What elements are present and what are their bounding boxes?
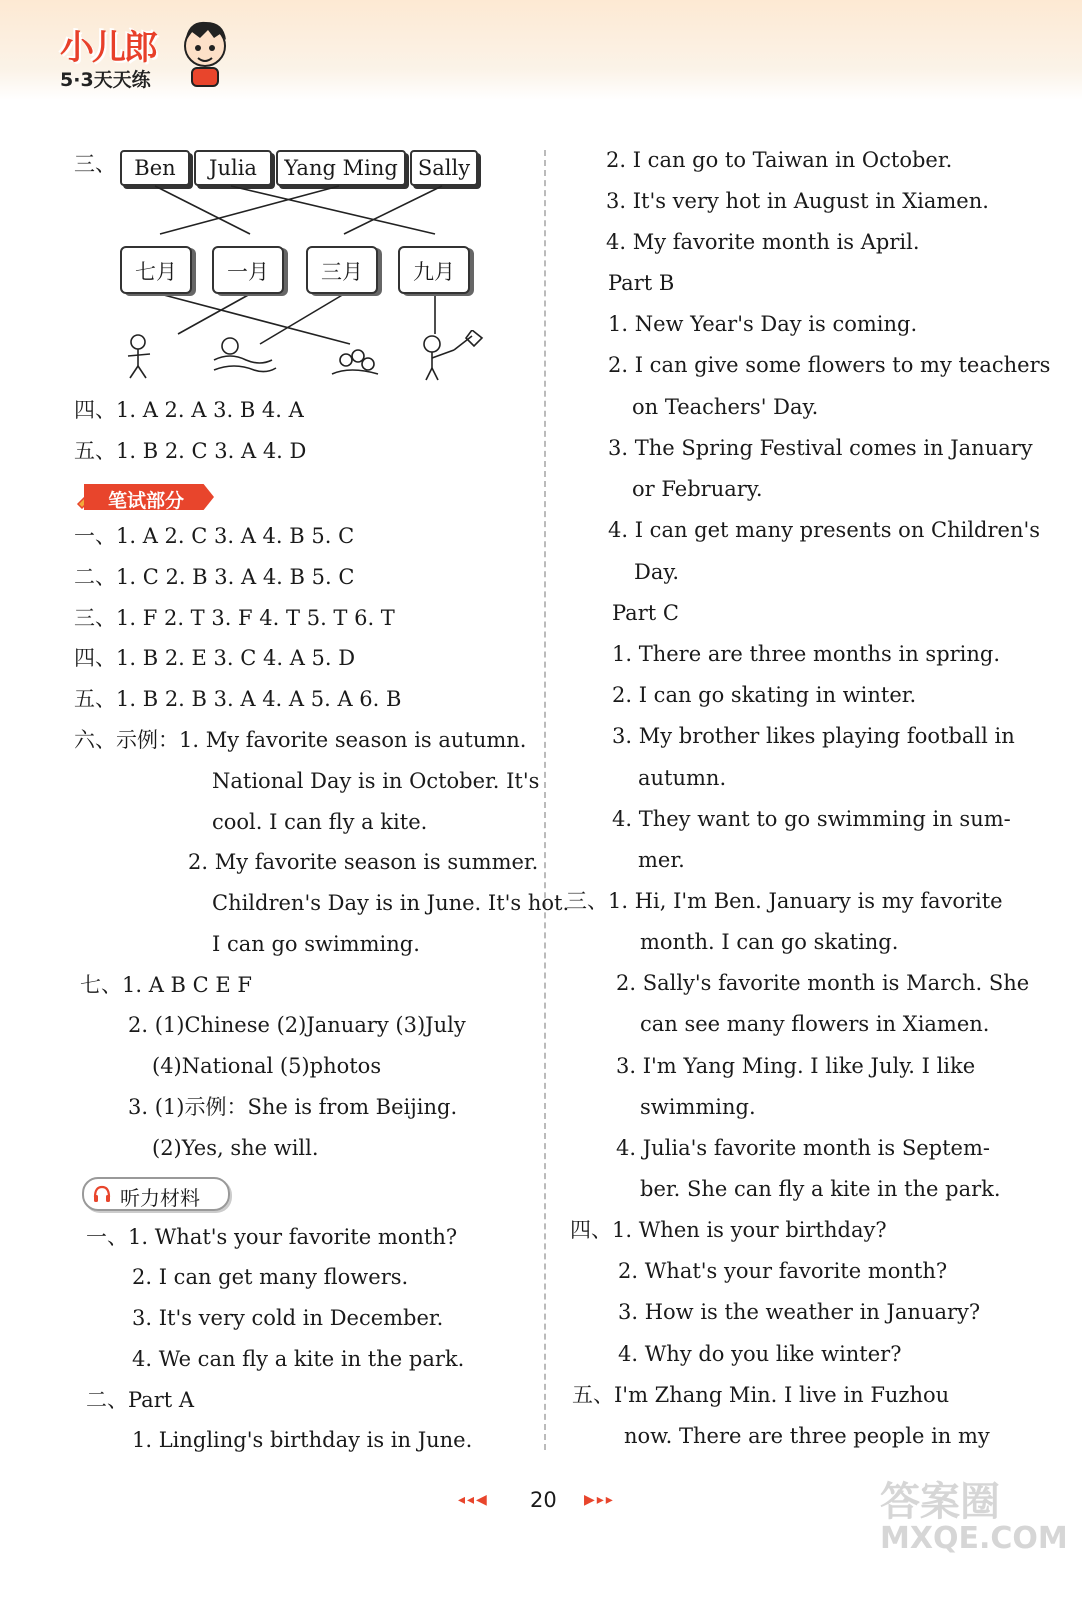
prev-arrows-icon: ◂◂◀ — [458, 1492, 489, 1508]
right-line: can see many flowers in Xiamen. — [640, 1012, 990, 1036]
right-line: 三、1. Hi, I'm Ben. January is my favorite — [566, 889, 1003, 913]
match-line-yang-ming — [160, 186, 339, 234]
written-answer-2: 二、1. C 2. B 3. A 4. B 5. C — [74, 565, 355, 589]
written-answer-6-line5: Children's Day is in June. It's hot. — [212, 891, 570, 915]
right-line: 4. I can get many presents on Children's — [608, 518, 1041, 542]
match-line-sally — [344, 186, 442, 234]
right-line: ber. She can fly a kite in the park. — [640, 1177, 1001, 1201]
right-line: 3. The Spring Festival comes in January — [608, 436, 1033, 460]
written-answer-7-line1: 七、1. A B C E F — [80, 973, 252, 997]
right-line: autumn. — [638, 766, 727, 790]
match-line-julia — [231, 186, 435, 234]
page-number: 20 — [530, 1488, 557, 1512]
right-line: 3. It's very hot in August in Xiamen. — [606, 189, 989, 213]
written-answer-6-line1: 六、示例：1. My favorite season is autumn. — [74, 728, 527, 752]
calendar-september-label: 九月 — [413, 260, 455, 284]
flowers-icon — [332, 350, 378, 374]
part-c-heading: Part C — [612, 601, 679, 625]
right-line: 2. Sally's favorite month is March. She — [616, 971, 1030, 995]
right-line: Day. — [634, 560, 680, 584]
written-answer-6-line6: I can go swimming. — [212, 932, 420, 956]
name-box-sally: Sally — [410, 150, 478, 186]
swimming-kid-icon — [214, 338, 276, 372]
right-line: 4. My favorite month is April. — [606, 230, 920, 254]
written-answer-5: 五、1. B 2. B 3. A 4. A 5. A 6. B — [74, 687, 402, 711]
match-line-ben — [155, 186, 250, 234]
written-answer-1: 一、1. A 2. C 3. A 4. B 5. C — [74, 524, 355, 548]
written-section-banner — [74, 482, 220, 512]
right-line: month. I can go skating. — [640, 930, 899, 954]
right-line: 五、I'm Zhang Min. I live in Fuzhou — [572, 1383, 950, 1407]
activity-pictures — [110, 330, 500, 382]
listening-material-tag — [82, 1177, 230, 1211]
right-line: on Teachers' Day. — [632, 395, 819, 419]
watermark — [880, 1479, 1068, 1556]
section-3-label: 三、 — [74, 152, 116, 176]
name-box-yang-ming: Yang Ming — [276, 150, 406, 186]
name-box-ben: Ben — [120, 150, 190, 186]
right-line: 4. They want to go swimming in sum- — [612, 807, 1011, 831]
calendar-january-label: 一月 — [227, 260, 269, 284]
right-line: 3. How is the weather in January? — [618, 1300, 981, 1324]
listening-2-heading: 二、Part A — [86, 1388, 195, 1412]
right-line: 4. Why do you like winter? — [618, 1342, 902, 1366]
match-line-jan-pic — [178, 294, 250, 334]
right-line: 2. What's your favorite month? — [618, 1259, 948, 1283]
right-line: now. There are three people in my — [624, 1424, 990, 1448]
right-line: 3. My brother likes playing football in — [612, 724, 1015, 748]
listening-1-line2: 2. I can get many flowers. — [132, 1265, 409, 1289]
right-line: 2. I can go to Taiwan in October. — [606, 148, 953, 172]
written-answer-6-line4: 2. My favorite season is summer. — [188, 850, 539, 874]
written-answer-7-line4: 3. (1)示例：She is from Beijing. — [128, 1095, 458, 1119]
right-line: 2. I can go skating in winter. — [612, 683, 917, 707]
next-arrows-icon: ▶▸▸ — [584, 1492, 615, 1508]
listening-1-line1: 一、1. What's your favorite month? — [86, 1225, 458, 1249]
logo-title: 小儿郎 — [60, 28, 156, 68]
written-answer-6-line2: National Day is in October. It's — [212, 769, 540, 793]
right-line: swimming. — [640, 1095, 756, 1119]
right-line: 1. New Year's Day is coming. — [608, 312, 918, 336]
answer-s4: 四、1. A 2. A 3. B 4. A — [74, 398, 304, 422]
skating-kid-icon — [128, 335, 150, 378]
written-answer-7-line3: (4)National (5)photos — [152, 1054, 382, 1078]
calendar-march — [306, 240, 386, 292]
right-line: 4. Julia's favorite month is Septem- — [616, 1136, 990, 1160]
kite-kid-icon — [424, 330, 482, 380]
right-line: 1. There are three months in spring. — [612, 642, 1001, 666]
written-answer-3: 三、1. F 2. T 3. F 4. T 5. T 6. T — [74, 606, 395, 630]
calendar-july — [120, 240, 200, 292]
name-box-julia: Julia — [194, 150, 272, 186]
part-b-heading: Part B — [608, 271, 675, 295]
right-line: 2. I can give some flowers to my teachers — [608, 353, 1051, 377]
listening-material-title: 听力材料 — [120, 1186, 200, 1210]
written-answer-6-line3: cool. I can fly a kite. — [212, 810, 428, 834]
calendar-september — [398, 240, 478, 292]
right-line: or February. — [632, 477, 763, 501]
listening-2-part-a-1: 1. Lingling's birthday is in June. — [132, 1428, 473, 1452]
written-answer-7-line5: (2)Yes, she will. — [152, 1136, 319, 1160]
right-line: 四、1. When is your birthday? — [570, 1218, 887, 1242]
logo-subtitle: 5·3天天练 — [60, 69, 151, 91]
listening-1-line3: 3. It's very cold in December. — [132, 1306, 444, 1330]
written-answer-7-line2: 2. (1)Chinese (2)January (3)July — [128, 1013, 466, 1037]
calendar-march-label: 三月 — [321, 260, 363, 284]
answer-s5: 五、1. B 2. C 3. A 4. D — [74, 439, 307, 463]
right-line: 3. I'm Yang Ming. I like July. I like — [616, 1054, 976, 1078]
calendar-july-label: 七月 — [135, 260, 177, 284]
watermark-top: 答案圈 — [880, 1479, 1000, 1525]
written-answer-4: 四、1. B 2. E 3. C 4. A 5. D — [74, 646, 356, 670]
calendar-january — [212, 240, 292, 292]
headphones-icon — [92, 1184, 112, 1204]
watermark-bottom: MXQE.COM — [880, 1521, 1068, 1556]
written-section-title: 笔试部分 — [108, 490, 185, 512]
right-line: mer. — [638, 848, 685, 872]
listening-1-line4: 4. We can fly a kite in the park. — [132, 1347, 465, 1371]
